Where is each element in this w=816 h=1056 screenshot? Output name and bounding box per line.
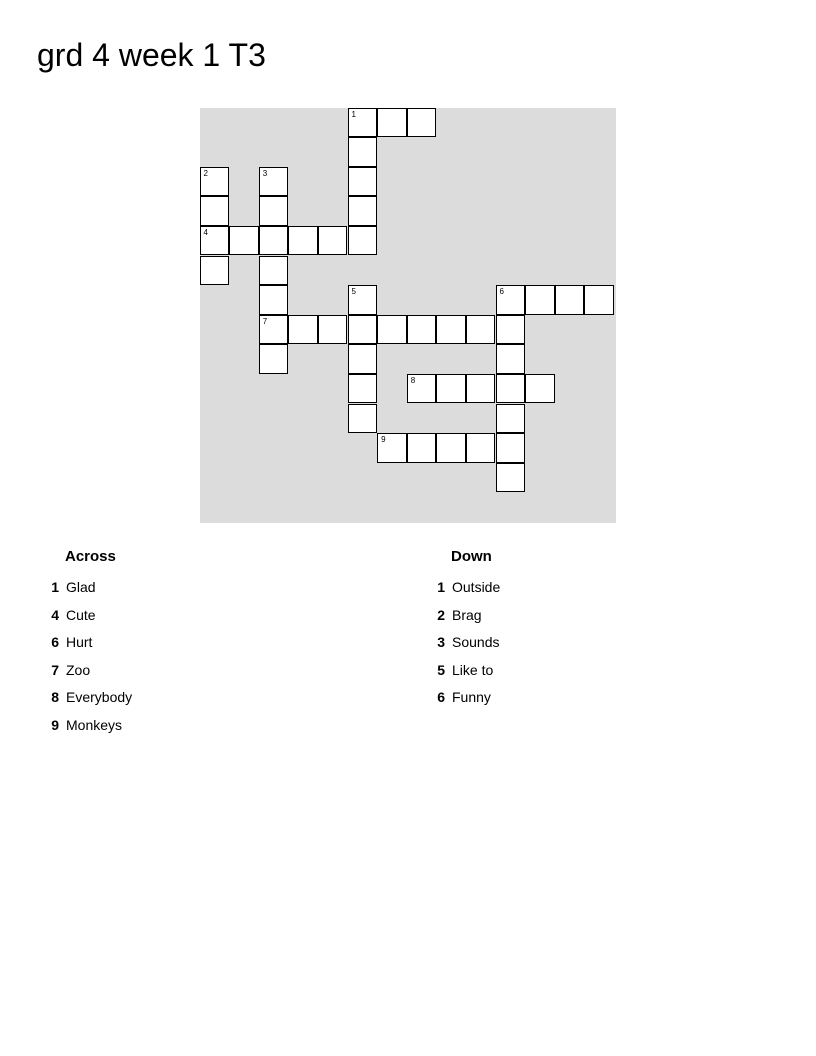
crossword-cell[interactable] [496,315,526,345]
clue-num: 9 [51,716,59,733]
clue-number: 4 [203,227,208,237]
crossword-cell[interactable] [259,285,289,315]
crossword-cell[interactable] [496,344,526,374]
clue-num: 1 [51,579,59,595]
crossword-cell[interactable] [436,374,466,404]
clue-number: 6 [499,287,504,297]
clue-text: Sounds [452,634,500,650]
clue-text: Everybody [66,689,133,705]
clue-text: Outside [452,579,501,595]
across-clue [39,662,132,690]
clue-number: 3 [262,168,268,178]
clue-num: 6 [437,689,445,705]
clue-text: Hurt [66,634,93,650]
crossword-cell[interactable] [259,167,289,197]
clue-number: 9 [381,435,386,445]
crossword-cell[interactable] [466,433,496,463]
crossword-cell[interactable] [496,374,526,404]
clue-text: Like to [452,661,494,678]
crossword-cell[interactable] [377,433,407,463]
crossword-cell[interactable] [496,404,526,434]
clue-text: Funny [452,689,491,705]
crossword-cell[interactable] [200,256,230,286]
across-clue [39,607,132,635]
down-heading: Down [451,548,492,565]
crossword-cell[interactable] [348,196,378,226]
down-clue [425,662,500,690]
crossword-cell[interactable] [348,137,378,167]
crossword-cell[interactable] [407,315,437,345]
crossword-cell[interactable] [200,196,230,226]
down-clue [425,634,500,662]
down-clue [425,579,500,607]
crossword-cell[interactable] [584,285,614,315]
across-clue [39,717,132,745]
clue-num: 7 [51,661,59,678]
crossword-cell[interactable] [288,226,318,256]
crossword-cell[interactable] [466,315,496,345]
crossword-cell[interactable] [200,167,230,197]
crossword-cell[interactable] [348,226,378,256]
clue-num: 2 [437,606,445,623]
page-title: grd 4 week 1 T3 [37,37,266,73]
crossword-cell[interactable] [229,226,259,256]
crossword-grid [200,108,616,523]
down-clue [425,689,500,717]
crossword-cell[interactable] [348,108,378,138]
crossword-cell[interactable] [496,463,526,493]
crossword-cell[interactable] [377,315,407,345]
crossword-cell[interactable] [436,315,466,345]
down-clues [425,548,500,717]
crossword-cell[interactable] [259,256,289,286]
clue-text: Glad [66,579,96,595]
clue-text: Zoo [66,661,91,678]
across-heading: Across [65,548,116,565]
crossword-cell[interactable] [496,285,526,315]
crossword-cell[interactable] [407,433,437,463]
crossword-cell[interactable] [259,315,289,345]
clue-num: 1 [437,579,445,595]
clue-text: Cute [66,606,96,623]
clue-num: 6 [51,634,59,650]
crossword-cell[interactable] [259,344,289,374]
across-clue [39,689,132,717]
crossword-cell[interactable] [288,315,318,345]
crossword-cell[interactable] [318,315,348,345]
down-clue [425,607,500,635]
clue-text: Brag [452,606,482,623]
clue-num: 5 [437,661,445,678]
crossword-cell[interactable] [525,285,555,315]
crossword-cell[interactable] [407,108,437,138]
crossword-cell[interactable] [496,433,526,463]
crossword-cell[interactable] [348,167,378,197]
crossword-cell[interactable] [259,226,289,256]
clue-num: 3 [437,634,445,650]
clue-number: 1 [351,109,356,119]
clue-num: 4 [51,606,59,623]
crossword-cell[interactable] [466,374,496,404]
crossword-cell[interactable] [200,226,230,256]
crossword-cell[interactable] [348,285,378,315]
clue-number: 2 [203,168,208,178]
crossword-cell[interactable] [318,226,348,256]
crossword-cell[interactable] [555,285,585,315]
clue-number: 8 [410,375,416,385]
clue-num: 8 [51,689,59,705]
crossword-cell[interactable] [525,374,555,404]
across-clues [39,548,132,744]
clue-number: 5 [351,287,356,297]
crossword-cell[interactable] [407,374,437,404]
across-clue [39,579,132,607]
crossword-cell[interactable] [348,374,378,404]
crossword-cell[interactable] [348,315,378,345]
crossword-cell[interactable] [348,404,378,434]
clue-number: 7 [262,316,268,326]
crossword-cell[interactable] [259,196,289,226]
across-clue [39,634,132,662]
crossword-cell[interactable] [377,108,407,138]
clue-text: Monkeys [66,716,123,733]
crossword-cell[interactable] [348,344,378,374]
crossword-cell[interactable] [436,433,466,463]
